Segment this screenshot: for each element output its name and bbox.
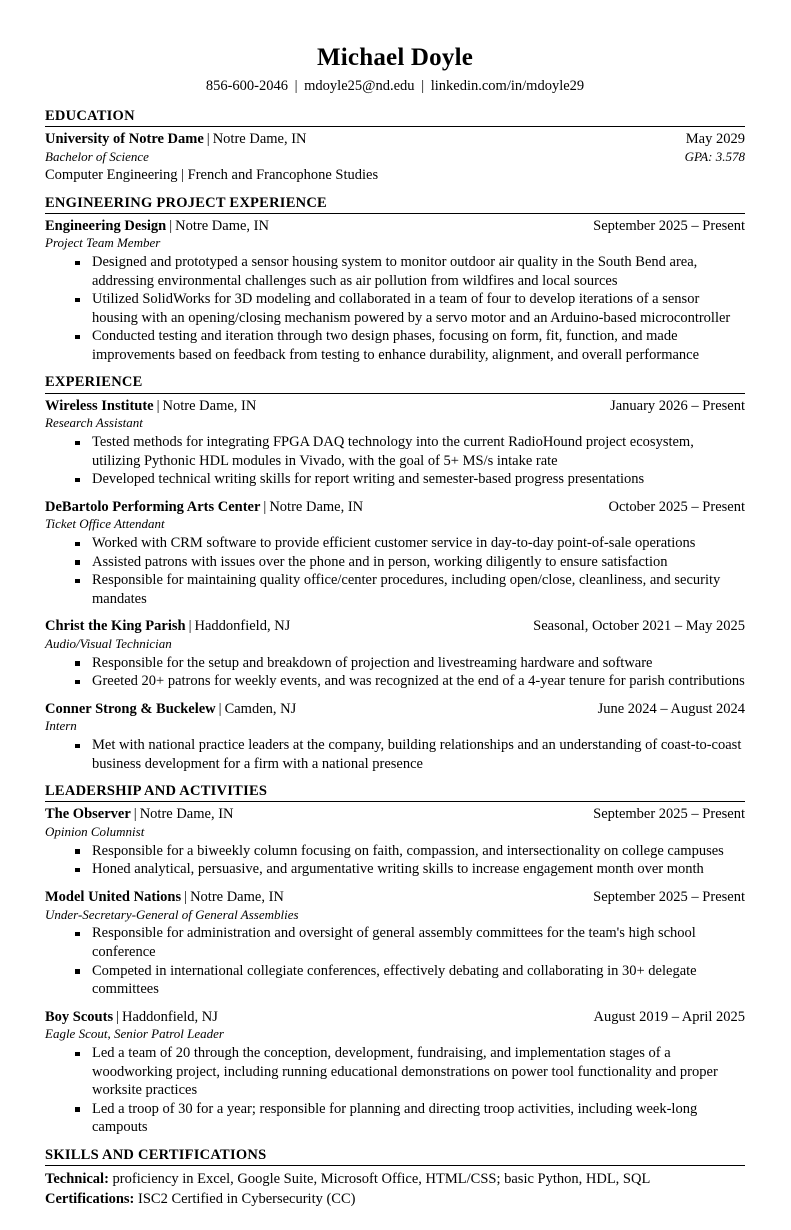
- square-bullet-icon: [75, 261, 80, 266]
- entry-organization: Christ the King Parish: [45, 618, 186, 635]
- entry-org-line: [45, 805, 234, 824]
- skill-label: Technical:: [45, 1170, 109, 1187]
- section-heading-skills-and-certifications: SKILLS AND CERTIFICATIONS: [45, 1146, 745, 1166]
- resume-entry: [45, 1008, 745, 1137]
- contact-line: [45, 78, 745, 95]
- entry-header-row: [45, 498, 745, 517]
- education-pipe: |: [206, 131, 210, 148]
- bullet-text: Conducted testing and iteration through two design phases, focusing on form, fit, function, and made improvements based on feedback from testing to enhance durability, alignment, and overall performance: [92, 328, 700, 363]
- education-majors: Computer Engineering | French and Francophone Studies: [45, 166, 379, 183]
- education-degree-row: [45, 149, 745, 166]
- square-bullet-icon: [75, 335, 80, 340]
- entry-org-line: [45, 888, 284, 907]
- entry-bullet-list: [45, 924, 745, 998]
- square-bullet-icon: [75, 661, 80, 666]
- entry-bullet-list: [45, 1044, 745, 1137]
- education-location: Notre Dame, IN: [212, 131, 307, 148]
- entry-role-title: Opinion Columnist: [45, 824, 145, 839]
- square-bullet-icon: [75, 868, 80, 873]
- entry-header-row: [45, 617, 745, 636]
- square-bullet-icon: [75, 441, 80, 446]
- entry-pipe: |: [184, 888, 188, 905]
- square-bullet-icon: [75, 932, 80, 937]
- resume-entry: [45, 217, 745, 365]
- section-heading-leadership-and-activities: LEADERSHIP AND ACTIVITIES: [45, 782, 745, 802]
- bullet-item: [45, 327, 745, 364]
- bullet-text: Tested methods for integrating FPGA DAQ technology into the current RadioHound project ecosystem, utilizing Pythonic HDL modules in Vivado, with the goal of 5+ MS/s intake rate: [92, 434, 694, 469]
- entry-date-range: September 2025 – Present: [593, 217, 745, 234]
- bullet-item: [45, 1044, 745, 1100]
- entry-pipe: |: [263, 498, 267, 515]
- entry-header-row: [45, 888, 745, 907]
- bullet-item: [45, 672, 745, 691]
- resume-entry: [45, 805, 745, 879]
- bullet-text: Competed in international collegiate conferences, effectively debating and collaborating in 30+ delegate committees: [92, 962, 697, 998]
- entry-location: Notre Dame, IN: [269, 498, 364, 515]
- entry-header-row: [45, 805, 745, 824]
- square-bullet-icon: [75, 744, 80, 749]
- skills-list: [45, 1169, 745, 1210]
- entry-location: Haddonfield, NJ: [122, 1008, 218, 1025]
- bullet-item: [45, 736, 745, 773]
- entry-organization: Engineering Design: [45, 217, 167, 234]
- section-engineering-project-experience: [45, 194, 745, 365]
- entry-header-row: [45, 397, 745, 416]
- bullet-text: Responsible for maintaining quality office/center procedures, including open/close, cleanliness, and security mandates: [92, 572, 721, 607]
- bullet-item: [45, 433, 745, 470]
- entry-list: [45, 397, 745, 774]
- entry-organization: DeBartolo Performing Arts Center: [45, 498, 261, 515]
- bullet-text: Led a team of 20 through the conception, development, fundraising, and implementation stages of a woodworking project, including running educational demonstrations on power tool functionality and proper worksite practices: [92, 1045, 718, 1099]
- bullet-item: [45, 253, 745, 290]
- entry-pipe: |: [133, 806, 137, 823]
- entry-list: [45, 217, 745, 365]
- email-address[interactable]: mdoyle25@nd.edu: [304, 77, 415, 94]
- entry-role-title: Ticket Office Attendant: [45, 516, 165, 532]
- entry-org-line: [45, 498, 363, 517]
- bullet-text: Greeted 20+ patrons for weekly events, and was recognized at the end of a 4-year tenure for parish contributions: [92, 673, 745, 690]
- entry-role-title: Under-Secretary-General of General Assemblies: [45, 906, 299, 922]
- section-heading-experience: EXPERIENCE: [45, 373, 745, 393]
- entry-date-range: September 2025 – Present: [593, 888, 745, 905]
- entry-role-title: Intern: [45, 718, 77, 734]
- entry-pipe: |: [188, 618, 192, 635]
- skill-value: ISC2 Certified in Cybersecurity (CC): [134, 1191, 356, 1208]
- square-bullet-icon: [75, 478, 80, 483]
- bullet-item: [45, 924, 745, 961]
- entry-date-range: Seasonal, October 2021 – May 2025: [533, 618, 745, 635]
- resume-entry: [45, 700, 745, 774]
- bullet-text: Honed analytical, persuasive, and argumentative writing skills to increase engagement month over month: [92, 861, 704, 878]
- bullet-item: [45, 842, 745, 861]
- bullet-item: [45, 962, 745, 999]
- square-bullet-icon: [75, 680, 80, 685]
- section-education: [45, 107, 745, 185]
- resume-entry: [45, 498, 745, 609]
- entry-list: [45, 805, 745, 1136]
- bullet-text: Developed technical writing skills for report writing and semester-based progress presentations: [92, 471, 645, 488]
- section-skills-and-certifications: [45, 1146, 745, 1210]
- entry-organization: Conner Strong & Buckelew: [45, 700, 216, 717]
- square-bullet-icon: [75, 298, 80, 303]
- entry-organization: The Observer: [45, 806, 131, 823]
- entry-header-row: [45, 217, 745, 236]
- bullet-item: [45, 571, 745, 608]
- bullet-text: Met with national practice leaders at the company, building relationships and an understanding of coast-to-coast business development for a firm with a national presence: [92, 737, 742, 772]
- resume-header: [45, 44, 745, 95]
- entry-bullet-list: [45, 842, 745, 879]
- resume-entry: [45, 397, 745, 489]
- entry-role-title: Project Team Member: [45, 235, 161, 251]
- education-school-row: [45, 130, 745, 149]
- skill-value: proficiency in Excel, Google Suite, Microsoft Office, HTML/CSS; basic Python, HDL, SQL: [108, 1170, 651, 1187]
- entry-location: Camden, NJ: [224, 700, 297, 717]
- entry-org-line: [45, 397, 256, 416]
- resume-entry: [45, 888, 745, 999]
- skill-line: [45, 1189, 745, 1210]
- square-bullet-icon: [75, 1107, 80, 1112]
- bullet-text: Responsible for a biweekly column focusing on faith, compassion, and intersectionality on college campuses: [92, 842, 724, 859]
- entry-bullet-list: [45, 654, 745, 691]
- entry-pipe: |: [156, 397, 160, 414]
- bullet-text: Utilized SolidWorks for 3D modeling and collaborated in a team of four to develop iterations of a sensor housing with an opening/closing mechanism powered by a servo motor and an Arduino-based microcontroller: [92, 291, 731, 326]
- education-degree: Bachelor of Science: [45, 148, 149, 164]
- education-school-name: University of Notre Dame: [45, 131, 204, 148]
- bullet-item: [45, 290, 745, 327]
- bullet-text: Designed and prototyped a sensor housing system to monitor outdoor air quality in the South Bend area, addressing environmental challenges such as air pollution from wildfires and local sources: [92, 254, 698, 289]
- entry-pipe: |: [218, 700, 222, 717]
- square-bullet-icon: [75, 542, 80, 547]
- candidate-name: Michael Doyle: [316, 44, 474, 71]
- bullet-item: [45, 654, 745, 673]
- entry-role-title: Audio/Visual Technician: [45, 635, 172, 651]
- bullet-text: Led a troop of 30 for a year; responsible for planning and directing troop activities, including week-long campouts: [92, 1100, 698, 1136]
- education-school-line: [45, 130, 307, 149]
- entry-date-range: June 2024 – August 2024: [597, 700, 745, 717]
- entry-pipe: |: [116, 1008, 119, 1025]
- entry-organization: Model United Nations: [45, 888, 182, 905]
- entry-role-title: Eagle Scout, Senior Patrol Leader: [45, 1026, 224, 1042]
- bullet-item: [45, 1100, 745, 1137]
- entry-location: Haddonfield, NJ: [194, 618, 291, 635]
- entry-org-line: [45, 700, 296, 719]
- entry-bullet-list: [45, 433, 745, 489]
- entry-bullet-list: [45, 736, 745, 773]
- section-heading-education: EDUCATION: [45, 107, 745, 127]
- resume-entry: [45, 617, 745, 691]
- entry-date-range: January 2026 – Present: [610, 397, 745, 414]
- section-leadership-and-activities: [45, 782, 745, 1136]
- contact-separator: |: [421, 77, 425, 94]
- bullet-item: [45, 534, 745, 553]
- section-heading-engineering-project-experience: ENGINEERING PROJECT EXPERIENCE: [45, 194, 745, 214]
- bullet-text: Responsible for the setup and breakdown of projection and livestreaming hardware and software: [92, 654, 653, 671]
- bullet-text: Assisted patrons with issues over the phone and in person, working diligently to ensure satisfaction: [92, 553, 668, 570]
- education-grad-date: May 2029: [685, 131, 745, 148]
- entry-org-line: [45, 217, 269, 236]
- entry-pipe: |: [169, 217, 173, 234]
- entry-role-title: Research Assistant: [45, 415, 143, 431]
- skill-label: Certifications:: [45, 1191, 135, 1208]
- entry-header-row: [45, 700, 745, 719]
- entry-bullet-list: [45, 534, 745, 608]
- entry-organization: Wireless Institute: [45, 397, 154, 414]
- square-bullet-icon: [75, 969, 80, 974]
- square-bullet-icon: [75, 1052, 80, 1057]
- linkedin-url[interactable]: linkedin.com/in/mdoyle29: [430, 77, 585, 94]
- square-bullet-icon: [75, 560, 80, 565]
- entry-location: Notre Dame, IN: [175, 217, 269, 234]
- bullet-item: [45, 553, 745, 572]
- entry-org-line: [45, 1008, 218, 1027]
- entry-organization: Boy Scouts: [45, 1008, 114, 1025]
- phone-number[interactable]: 856-600-2046: [205, 77, 288, 94]
- entry-location: Notre Dame, IN: [162, 397, 257, 414]
- section-experience: [45, 373, 745, 773]
- skill-line: [45, 1169, 745, 1190]
- bullet-item: [45, 860, 745, 879]
- education-gpa: GPA: 3.578: [684, 148, 745, 164]
- bullet-item: [45, 470, 745, 489]
- entry-header-row: [45, 1008, 745, 1027]
- entry-location: Notre Dame, IN: [190, 888, 284, 905]
- entry-org-line: [45, 617, 290, 636]
- entry-date-range: October 2025 – Present: [608, 498, 745, 515]
- bullet-text: Worked with CRM software to provide efficient customer service in day-to-day point-of-sale operations: [92, 535, 696, 552]
- square-bullet-icon: [75, 849, 80, 854]
- entry-bullet-list: [45, 253, 745, 364]
- entry-location: Notre Dame, IN: [139, 806, 234, 823]
- entry-date-range: August 2019 – April 2025: [593, 1008, 745, 1025]
- square-bullet-icon: [75, 579, 80, 584]
- contact-separator: |: [294, 77, 298, 94]
- bullet-text: Responsible for administration and oversight of general assembly committees for the team's high school conference: [92, 925, 696, 960]
- entry-date-range: September 2025 – Present: [593, 806, 745, 823]
